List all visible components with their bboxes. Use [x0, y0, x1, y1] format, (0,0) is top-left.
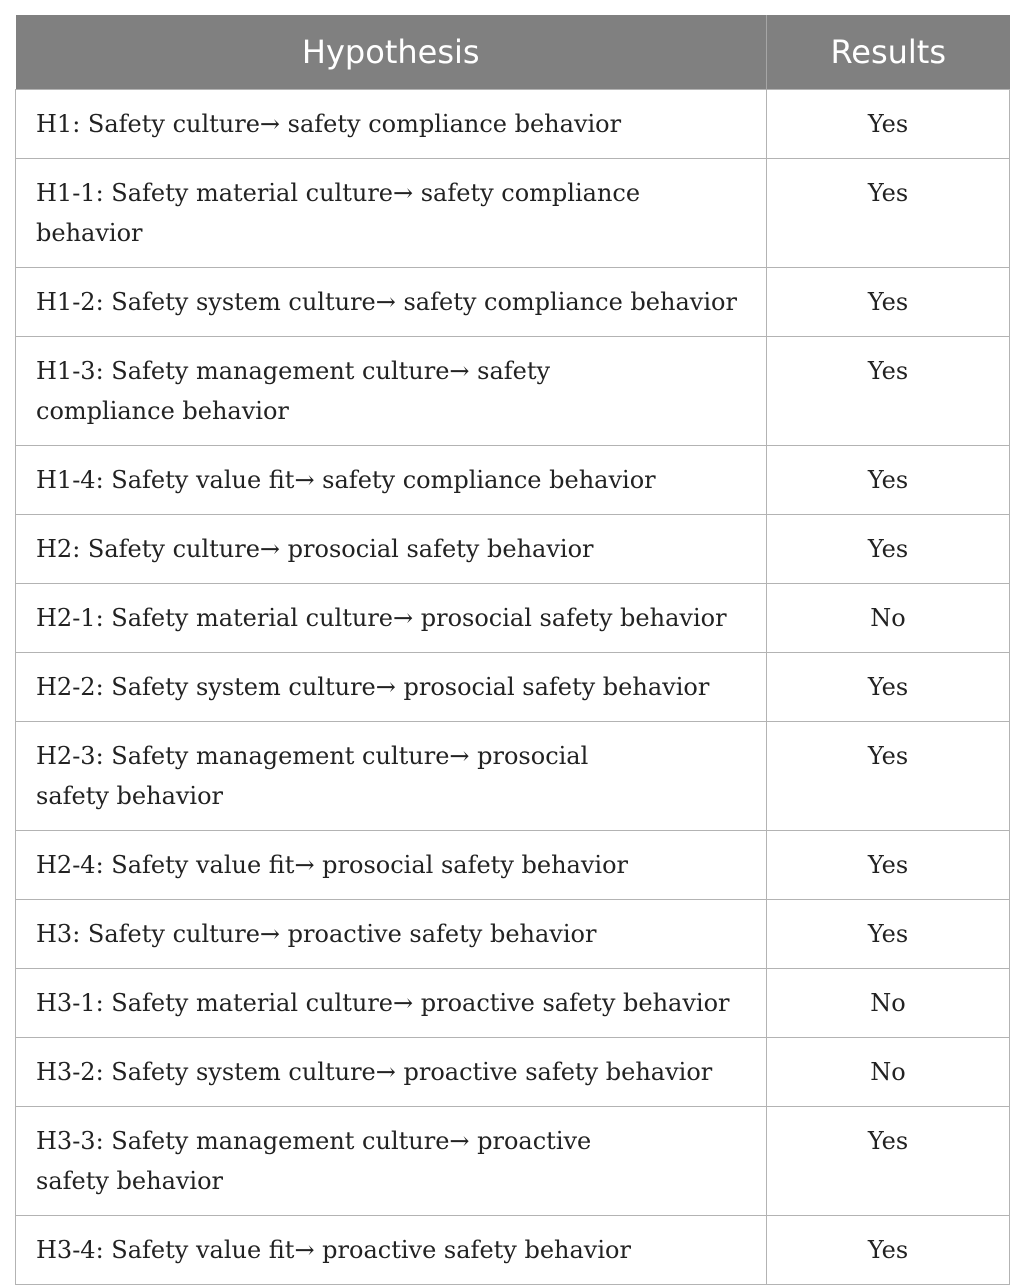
result-cell: No	[767, 1038, 1010, 1107]
hypothesis-cell	[16, 446, 767, 515]
hypothesis-text-line: compliance behavior	[36, 397, 289, 425]
table-row	[16, 900, 1010, 969]
hypothesis-cell	[16, 831, 767, 900]
table-row	[16, 722, 1010, 831]
hypothesis-text-line: H3: Safety culture→ proactive safety behavior	[36, 920, 597, 948]
results-column-header: Results	[767, 15, 1010, 90]
hypothesis-text-line: H1-4: Safety value fit→ safety compliance behavior	[36, 466, 656, 494]
hypothesis-cell	[16, 584, 767, 653]
hypothesis-cell	[16, 900, 767, 969]
table-row	[16, 969, 1010, 1038]
table-row	[16, 831, 1010, 900]
result-cell: Yes	[767, 831, 1010, 900]
table-row	[16, 515, 1010, 584]
hypothesis-text-line: H2-4: Safety value fit→ prosocial safety behavior	[36, 851, 628, 879]
hypothesis-cell	[16, 969, 767, 1038]
table-row	[16, 653, 1010, 722]
hypothesis-text-line: H3-3: Safety management culture→ proactive	[36, 1127, 592, 1155]
table-row	[16, 1216, 1010, 1285]
hypothesis-results-table	[15, 15, 1010, 1285]
hypothesis-text-line: safety behavior	[36, 1167, 224, 1195]
hypothesis-text-line: H1-3: Safety management culture→ safety	[36, 357, 551, 385]
table-row	[16, 268, 1010, 337]
hypothesis-cell	[16, 515, 767, 584]
hypothesis-text-line: H2: Safety culture→ prosocial safety behavior	[36, 535, 594, 563]
hypothesis-text-line: H2-2: Safety system culture→ prosocial safety behavior	[36, 673, 710, 701]
result-cell: No	[767, 969, 1010, 1038]
hypothesis-cell	[16, 1216, 767, 1285]
result-cell: Yes	[767, 90, 1010, 159]
hypothesis-text-line: H1-1: Safety material culture→ safety compliance behavior	[36, 179, 641, 247]
table-row	[16, 159, 1010, 268]
hypothesis-cell	[16, 159, 767, 268]
table-row	[16, 337, 1010, 446]
table-row	[16, 446, 1010, 515]
hypothesis-text-line: H2-1: Safety material culture→ prosocial safety behavior	[36, 604, 727, 632]
table-header-row	[16, 15, 1010, 90]
result-cell: Yes	[767, 900, 1010, 969]
hypothesis-cell	[16, 1107, 767, 1216]
table-row	[16, 1107, 1010, 1216]
result-cell: Yes	[767, 653, 1010, 722]
hypothesis-cell	[16, 90, 767, 159]
table-row	[16, 90, 1010, 159]
hypothesis-column-header: Hypothesis	[16, 15, 767, 90]
result-cell: Yes	[767, 159, 1010, 268]
table-row	[16, 1038, 1010, 1107]
result-cell: Yes	[767, 337, 1010, 446]
hypothesis-results-table-container	[15, 15, 1009, 1285]
table-body	[16, 90, 1010, 1285]
hypothesis-cell	[16, 1038, 767, 1107]
result-cell: Yes	[767, 722, 1010, 831]
result-cell: Yes	[767, 446, 1010, 515]
hypothesis-cell	[16, 337, 767, 446]
result-cell: Yes	[767, 1216, 1010, 1285]
result-cell: No	[767, 584, 1010, 653]
result-cell: Yes	[767, 515, 1010, 584]
hypothesis-cell	[16, 268, 767, 337]
hypothesis-cell	[16, 722, 767, 831]
hypothesis-text-line: H3-4: Safety value fit→ proactive safety behavior	[36, 1236, 631, 1264]
hypothesis-text-line: H1-2: Safety system culture→ safety compliance behavior	[36, 288, 737, 316]
result-cell: Yes	[767, 268, 1010, 337]
table-row	[16, 584, 1010, 653]
hypothesis-text-line: H1: Safety culture→ safety compliance behavior	[36, 110, 622, 138]
hypothesis-text-line: H3-2: Safety system culture→ proactive safety behavior	[36, 1058, 713, 1086]
hypothesis-text-line: safety behavior	[36, 782, 224, 810]
hypothesis-text-line: H2-3: Safety management culture→ prosocial	[36, 742, 589, 770]
hypothesis-cell	[16, 653, 767, 722]
result-cell: Yes	[767, 1107, 1010, 1216]
hypothesis-text-line: H3-1: Safety material culture→ proactive safety behavior	[36, 989, 730, 1017]
